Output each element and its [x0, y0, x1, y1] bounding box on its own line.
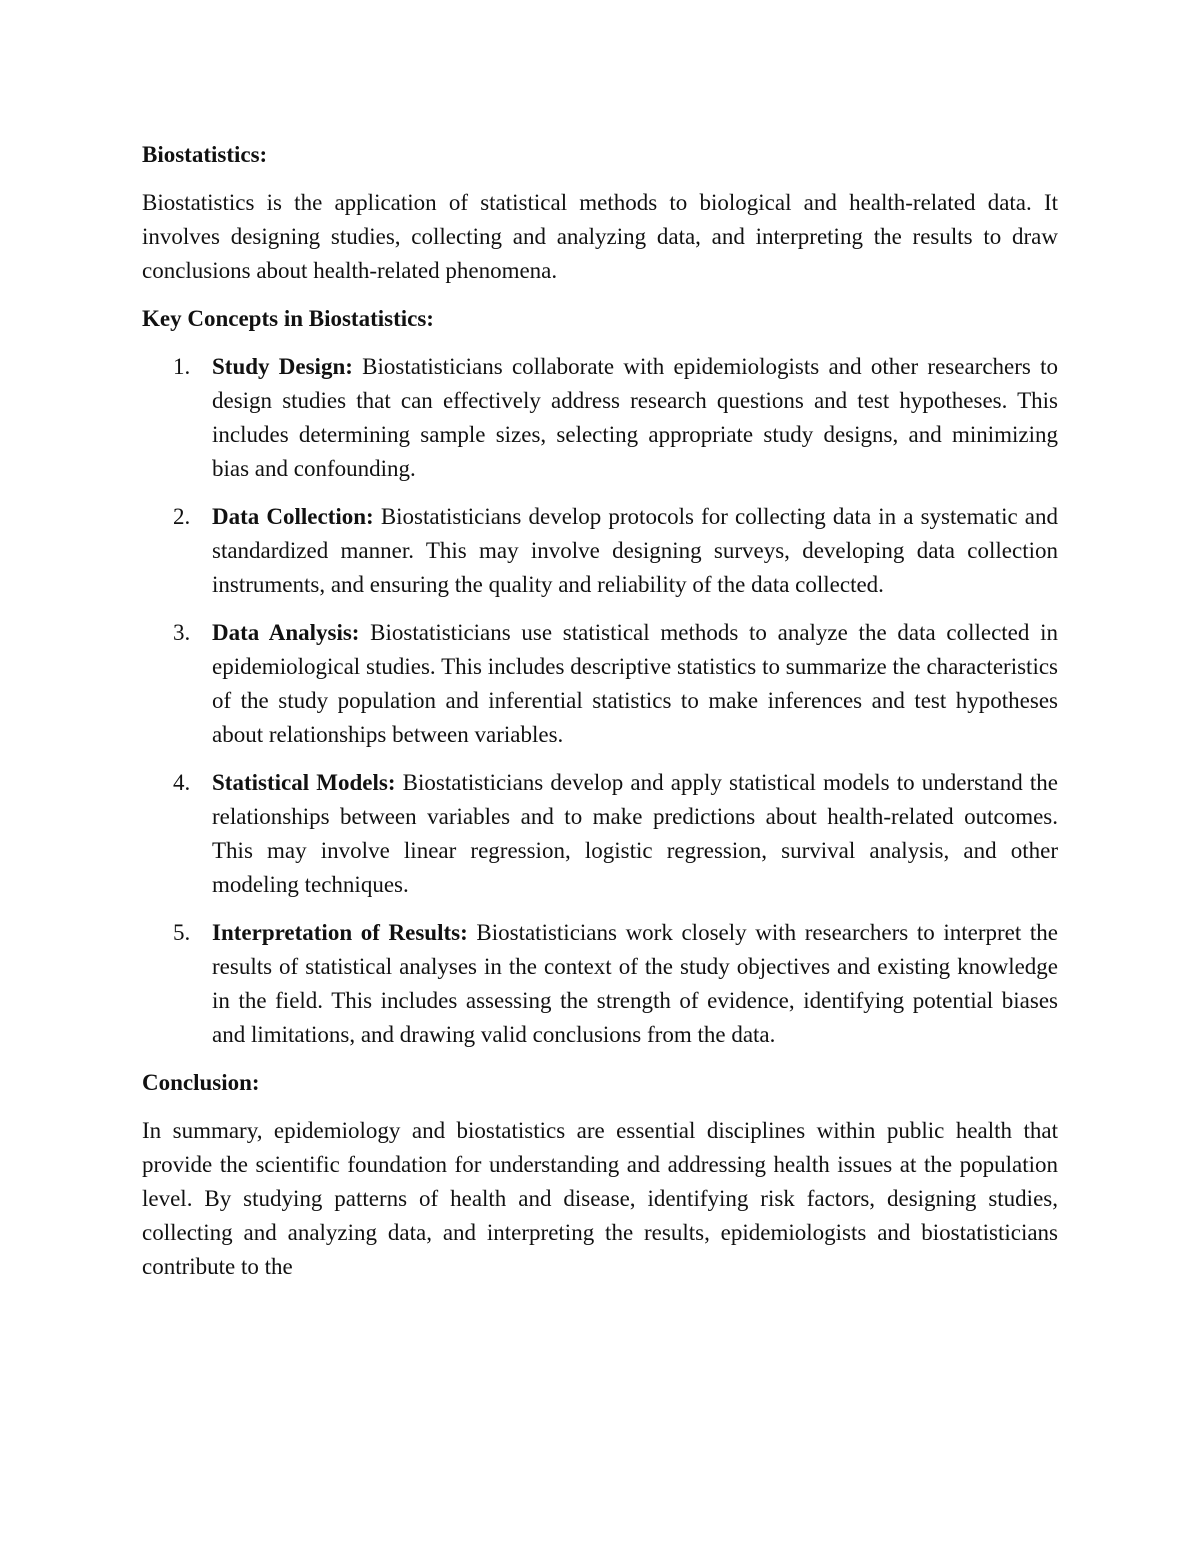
list-item-term: Data Collection: — [212, 504, 374, 529]
key-concepts-list — [142, 350, 1058, 1052]
list-item-number: 3. — [173, 620, 191, 645]
list-item-term: Statistical Models: — [212, 770, 396, 795]
list-item — [142, 916, 1058, 1052]
section-heading-conclusion: Conclusion: — [142, 1070, 260, 1095]
list-item-number: 1. — [173, 354, 191, 379]
list-item — [142, 766, 1058, 902]
list-item-text: Biostatisticians use statistical methods to analyze the data collected in epidemiological studies. This includes descriptive statistics to summarize the characteristics of the study population and inferential statistics to make inferences and test hypotheses about relationships between variables. — [212, 620, 1058, 747]
section-heading-biostatistics: Biostatistics: — [142, 142, 268, 167]
conclusion-paragraph: In summary, epidemiology and biostatistics are essential disciplines within public health that provide the scientific foundation for understanding and addressing health issues at the population level. By studying patterns of health and disease, identifying risk factors, designing studies, collecting and analyzing data, and interpreting the results, epidemiologists and biostatisticians contribute to the — [142, 1118, 1058, 1279]
list-item-text: Biostatisticians develop and apply statistical models to understand the relationships between variables and to make predictions about health-related outcomes. This may involve linear regression, logistic regression, survival analysis, and other modeling techniques. — [212, 770, 1058, 897]
list-item — [142, 350, 1058, 486]
document-body — [142, 138, 1058, 1298]
list-item-term: Study Design: — [212, 354, 353, 379]
list-item-text: Biostatisticians develop protocols for collecting data in a systematic and standardized manner. This may involve designing surveys, developing data collection instruments, and ensuring the quality and reliability of the data collected. — [212, 504, 1059, 597]
list-item-number: 4. — [173, 770, 191, 795]
list-item-number: 5. — [173, 920, 191, 945]
list-item — [142, 500, 1058, 602]
list-item-text: Biostatisticians collaborate with epidemiologists and other researchers to design studies that can effectively address research questions and test hypotheses. This includes determining sample sizes, selecting appropriate study designs, and minimizing bias and confounding. — [212, 354, 1058, 481]
list-item-text: Biostatisticians work closely with researchers to interpret the results of statistical analyses in the context of the study objectives and existing knowledge in the field. This includes assessing the strength of evidence, identifying potential biases and limitations, and drawing valid conclusions from the data. — [212, 920, 1058, 1047]
intro-paragraph: Biostatistics is the application of statistical methods to biological and health-related data. It involves designing studies, collecting and analyzing data, and interpreting the results to draw conclusions about health-related phenomena. — [142, 190, 1058, 283]
list-item — [142, 616, 1058, 752]
list-item-term: Interpretation of Results: — [212, 920, 468, 945]
section-heading-key-concepts: Key Concepts in Biostatistics: — [142, 306, 434, 331]
list-item-number: 2. — [173, 504, 191, 529]
list-item-term: Data Analysis: — [212, 620, 360, 645]
